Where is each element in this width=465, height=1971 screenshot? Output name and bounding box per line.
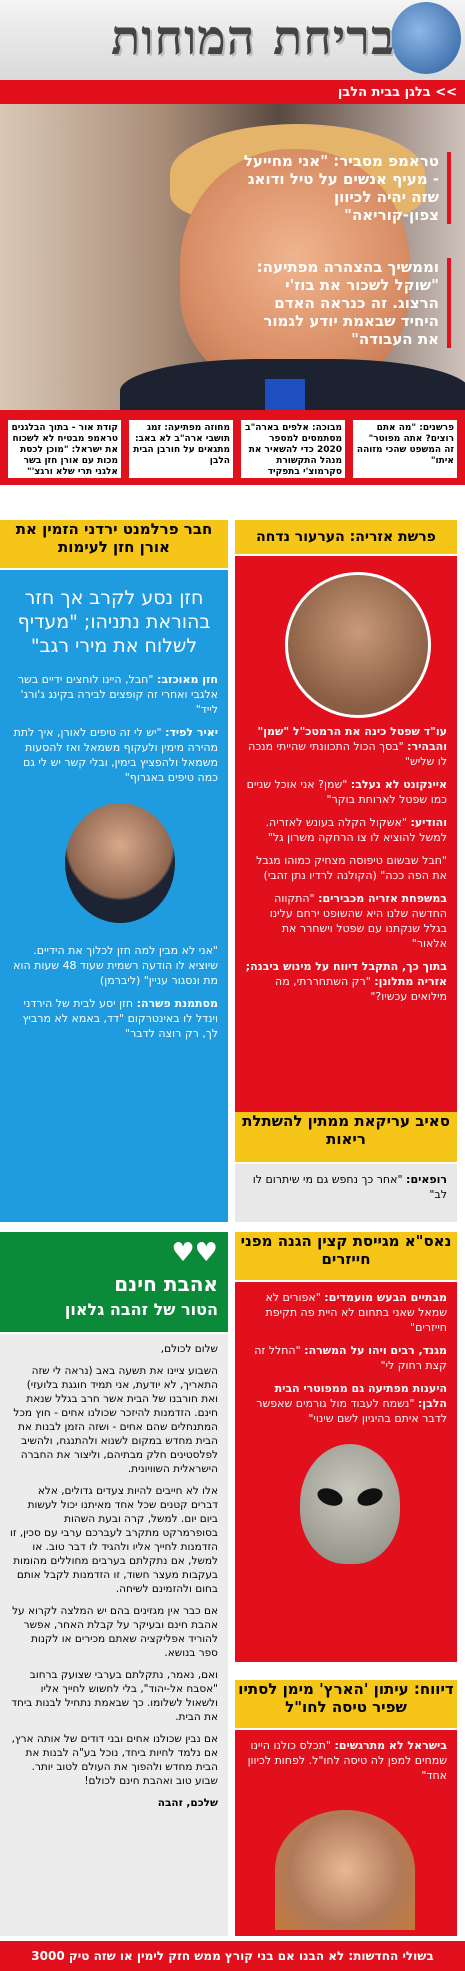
love-para: אם כבר אין מגזינים בהם יש המלצה לקרוא על אהבת חינם ובעיקר על קבלת האחר, אפשר להוריד אפליקציה שאתם מכירים או לקנות ספר בנושא. [12,1605,218,1659]
hazan-para: חזן מאוכזב: "חבל, היינו לוחצים ידיים בשר אלגבי ואחרי זה קופצים לבירה בקינג ג'ורג' לייד" [17,673,218,716]
side-box-4: קודת אור - בתוך הבלגנים טראמפ מבטיח לא לשכוח את ישראל: "מוכן לכסת מכות עם אורן חזן בשר אלגני תרי שלא ורגצ'" [8,420,121,478]
hazan-para: יאיר לפיד: "יש לי זה טיפים לאורן, איך לתת מהירה מימין ולעקוף משמאל ואז להסעות משמאל ולהפציץ בימין, ובלי קשר יש לי גם כמה טיפים באגרוף" [13,726,218,784]
love-header [0,1232,228,1332]
side-box-1: פרשנים: "מה אתם רוצים? אתה מפוטר" זה המשפט שהכי מזוהה איתו" [353,420,457,478]
footer-ticker: בשולי החדשות: לא הבנו אם בני קורץ ממש חזק לימין או שזה טיק 3000 [0,1941,465,1971]
love-para: ואם, נאמר, נתקלתם בערבי שצועק ברחוב "אסבח אל-יהוד", בלי לחשוש לחייך אליו ולשאול לשלומו. כך שבאמת נתחיל לבנות ביחד את הבית. [11,1669,218,1723]
hearts-icon: ♥♥ [171,1238,218,1268]
saiv-header: סאיב עריקאת ממתין להשתלת ריאות [235,1112,457,1162]
hazan-header: חבר פרלמנט ירדני הזמין את אורן חזן לעימות [0,520,228,568]
hazan-para: "אני לא מבין למה חזן לכלוך את הידיים. שיוציא לו הודעה רשמית שעוד 48 שעות הוא מת ונסגור עניין" (ליברמן) [13,944,218,987]
nasa-para: היענות מפתיעה גם ממפוטרי הבית הלבן: "נשמח לעבוד מול גורמים שאפשר לדבר איתם בהיגיון לשם שינוי" [256,1382,447,1425]
love-body [0,1334,228,1936]
azaria-para: בתוך כך, התקבל דיווח על מינוש ביבנה; אזריה מתלונן: "רק השתחררתי, מה מילואים עכשיו?" [245,960,447,1003]
azaria-para: "חבל שבשום טיפוסה מצחיק כמוהו מגבל את הפה ככה" (הקולנה לרדיו נתן זהבי) [256,854,447,882]
hazan-headline: חזן נסע לקרב אך חזר בהוראת נתניהו; "מעדיף לשלוח את מירי רגב" [17,587,211,657]
hero-tie [265,379,305,410]
side-box-2: מבוכה: אלפים בארה"ב מסתמסים למספר 2020 כדי להשאיר את מנהל התקשורת סקרמוצ'י בתפקיד [241,420,345,478]
azaria-para: במשפחת אזריה מכבירים: "התקווה החדשה שלנו היא שהשופט ירחם עלינו בגלל שנקתנו עם שפטל וישחרר את אלאור" [269,892,447,950]
hazan-column [0,570,228,1222]
azaria-header: פרשת אזריה: הערעור נדחה [235,520,457,554]
masthead [0,0,465,82]
masthead-title: בריחת המוחות [111,10,395,66]
nasa-para: מגנד, רבים ויהו על המשרה: "החלל זה קצת רחוק לי" [254,1344,447,1372]
side-box-3: מחוזה מפתיעה: זמג תושבי ארה"ב לא באב: מתגאים על חורבן הבית הלבן [129,420,233,478]
azaria-para: עו"ד שפטל כינה את הרמטכ"ל "שמן" והבהיר: "בסך הכול התכוונתי שהייתי מנכה לו שליש" [248,725,447,768]
love-para: אלו לא חייבים להיות צעדים גדולים, אלא דברים קטנים שכל אחד מאיתנו יכול לעשות ביום יום. למשל, קרה ובעת השהות בסופרמרקט מתקרב לעברכם ערבי עם סכין, זו הזדמנות לחייך אליו ולהגיד לו דבר טוב. או למשל, אם נתקלתם בערבים מחוללים מהומות בעקבות מעצר חשוד, זו הזדמנות לקבל אותם בחום ולהזמינם לשיחה. [10,1485,218,1595]
saiv-box: רופאים: "אחר כך נחפש גם מי שיתרום לו לב" [235,1164,457,1222]
hero-quote-1: טראמפ מסביר: "אני מחייעל - מעיף אנשים על טיל ודואג שזה יהיה לכיוון צפון-קוריאה" [241,152,451,224]
nasa-header: נאס"א מגייסת קצין הגנה מפני חייזרים [235,1232,457,1280]
brain-icon [391,2,461,74]
alien-illustration [245,1434,447,1604]
hero-quote-2: וממשיך בהצהרה מפתיעה: "שוקל לשכור את בוז'י הרצוג. זה כנראה האדם היחיד שבאמת יודע לגמור את העבודה" [241,258,451,348]
azaria-column [235,556,457,1124]
shaffir-column [235,1730,457,1936]
hazan-photo [10,793,218,943]
love-title: אהבת חינם [114,1272,218,1296]
shaffir-para: בישראל לא מתרגשים: "תכלס כולנו היינו שמחים למפן לה טיסה לחו"ל. לפחות לכיוון אחד" [247,1739,447,1782]
azaria-para: איינקונט לא נעלב: "שמן? אני אוכל שניים כמו שפטל לארוחת בוקר" [246,778,447,806]
shaffir-header: דיווח: עיתון 'הארץ' מימן לסתיו שפיר טיסה לחו"ל [235,1680,457,1728]
hazan-para: מסתמנת פשרה: חזן יסע לבית של הירדני וינדל לו באינטרקום "דד, באמא לא מרביץ לך, רק רוצה לדבר" [22,997,218,1040]
love-signature: שלכם, זהבה [157,1797,218,1809]
nasa-para: מבתיים הבעש מועמדים: "אפורים לא שמאל שאני בתחום לא היית פה תקיפת חייזרים" [265,1291,447,1334]
azaria-para: והודיע: "אשקול הקלה בעונש לאזריה. למשל להוציא לו צו הרחקה משרון גל" [265,816,447,844]
azaria-photo [245,564,447,724]
love-para: השבוע ציינו את תשעה באב (נראה לי שזה התאריך, לא יודעת, אני תמיד חוגגת בלועזי) ואת חורבנו של הבית אשר חרב בגלל שנאת חינם. הזדמנות להיזכר שכולנו אחים - חוץ מכל המתנחלים שהם אחים - ושזה הזמן לבנות את הבית מחדש במקום לשנוא ולהתנגח, ולהשיב לפלסטינים חלק מבתיהם, וליצור את החברה הישראלית השוויונית. [13,1365,218,1475]
love-para: אם נבין שכולנו אחים ובני דודים של אותה ארץ, אם נלמד לחיות ביחד, נוכל בע"ה לבנות את הבית מחדש ולהפוך את העולם לטוב יותר. שבוע טוב ואהבת חינם לכולם! [11,1733,218,1787]
section-bar: >> בלגן בבית הלבן [0,82,465,104]
shaffir-photo [275,1810,415,1930]
love-para: שלום לכולם, [160,1343,218,1355]
nasa-column [235,1282,457,1662]
love-subtitle: הטור של זהבה גלאון [64,1300,218,1319]
hero-photo [0,104,465,410]
